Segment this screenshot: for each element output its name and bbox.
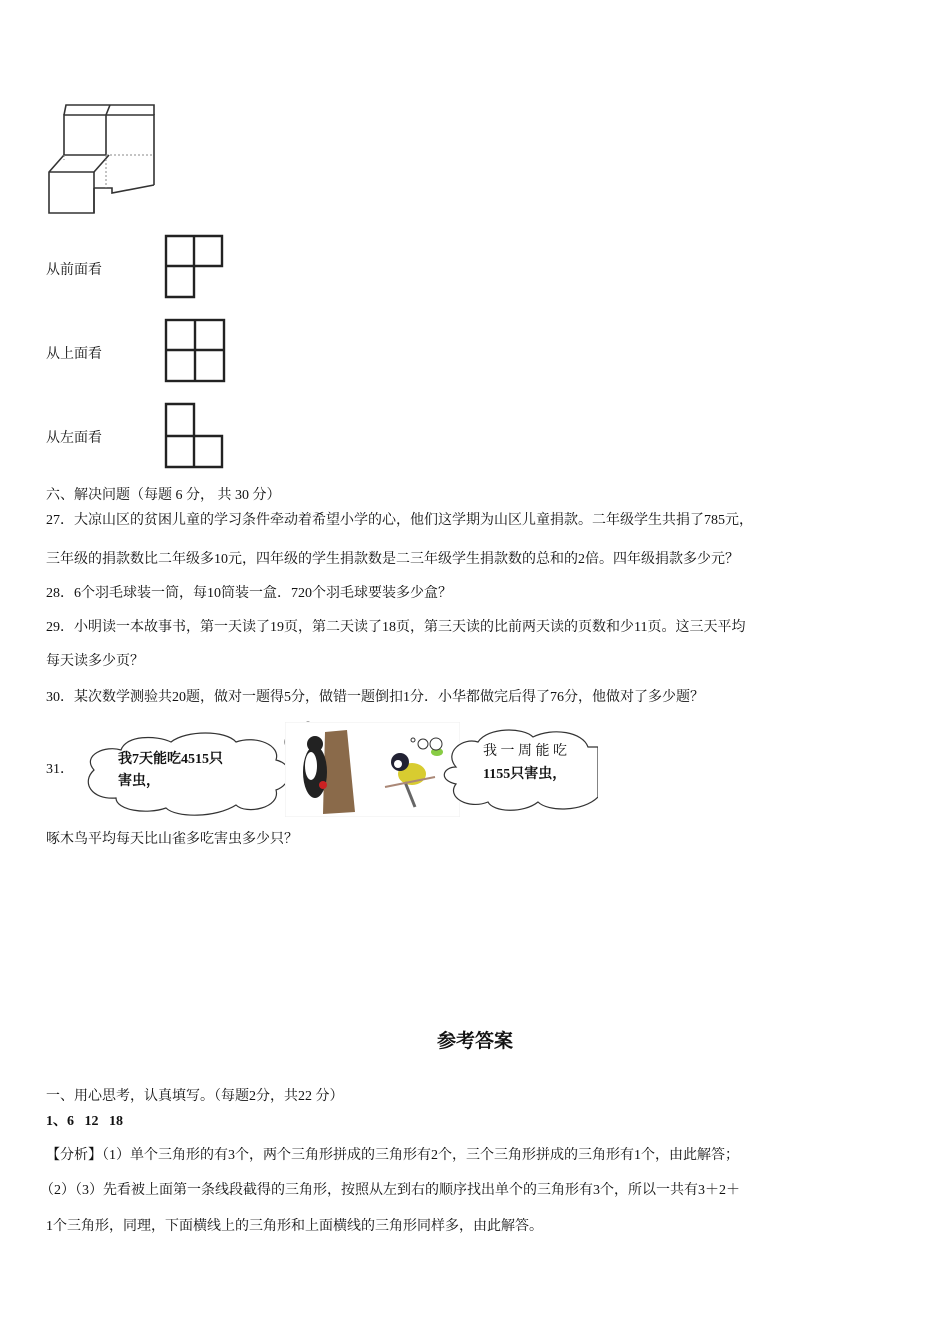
question-29-line2: 每天读多少页？ (46, 654, 144, 669)
top-view-figure (164, 318, 228, 384)
question-31-number: 31． (46, 762, 74, 777)
question-30: 30．某次数学测验共20题，做对一题得5分，做错一题倒扣1分．小华都做完后得了76分，他做对了多少题？ (46, 690, 704, 705)
question-31-text: 啄木鸟平均每天比山雀多吃害虫多少只？ (46, 832, 298, 847)
question-27-line2: 三年级的捐款数比二年级多10元，四年级的学生捐款数是二三年级学生捐款数的总和的2倍。四年级捐款多少元？ (46, 552, 739, 567)
cube-figure (44, 100, 159, 218)
view-label-front: 从前面看 (46, 263, 102, 278)
section-heading: 六、解决问题（每题 6 分， 共 30 分） (46, 488, 281, 503)
view-label-top: 从上面看 (46, 347, 102, 362)
bubble-left-line1: 我7天能吃4515只 (118, 752, 223, 767)
question-27-line1: 27．大凉山区的贫困儿童的学习条件牵动着希望小学的心，他们这学期为山区儿童捐款。二年级学生共捐了785元， (46, 513, 753, 528)
answers-section-heading: 一、用心思考，认真填写。（每题2分，共22 分） (46, 1089, 344, 1104)
bubble-right-line2: 1155只害虫， (483, 767, 567, 782)
answers-title: 参考答案 (436, 1030, 513, 1052)
analysis-line1: 【分析】（1）单个三角形的有3个，两个三角形拼成的三角形有2个，三个三角形拼成的三角形有1个，由此解答； (46, 1148, 739, 1163)
left-view-figure (164, 402, 226, 470)
front-view-figure (164, 234, 226, 300)
view-label-left: 从左面看 (46, 431, 102, 446)
bubble-left-line2: 害虫， (118, 774, 160, 789)
question-28: 28．6个羽毛球装一筒，每10筒装一盒．720个羽毛球要装多少盒？ (46, 586, 452, 601)
bubble-right-line1: 我 一 周 能 吃 (483, 744, 567, 759)
analysis-line3: 1个三角形，同理，下面横线上的三角形和上面横线的三角形同样多，由此解答。 (46, 1219, 543, 1234)
answer-1: 1、6 12 18 (46, 1114, 123, 1129)
analysis-line2: （2）（3）先看被上面第一条线段截得的三角形，按照从左到右的顺序找出单个的三角形有3个，所以一共有3＋2＋ (40, 1183, 740, 1198)
question-29-line1: 29．小明读一本故事书，第一天读了19页，第二天读了18页，第三天读的比前两天读的页数和少11页。这三天平均 (46, 620, 746, 635)
